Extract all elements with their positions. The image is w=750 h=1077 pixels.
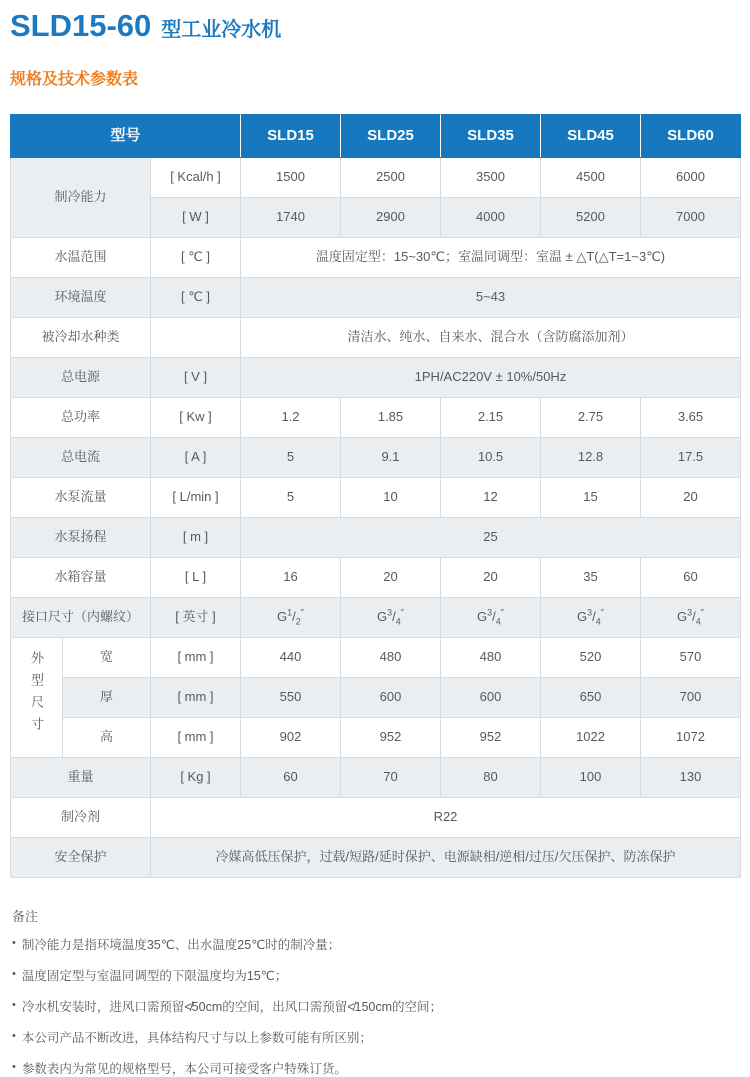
value-cell: 952 <box>441 718 541 758</box>
table-row-cooling-kcal <box>11 158 741 198</box>
value-cell: 2500 <box>341 158 441 198</box>
value-cell: 17.5 <box>641 438 741 478</box>
row-label: 安全保护 <box>11 838 151 878</box>
unit-cell: [ Kcal/h ] <box>151 158 241 198</box>
value-cell: 70 <box>341 758 441 798</box>
note-text: 本公司产品不断改进，具体结构尺寸与以上参数可能有所区别； <box>21 1031 372 1045</box>
product-type-title: 型工业冷水机 <box>161 19 282 41</box>
bullet-icon: • <box>12 1061 16 1073</box>
row-sublabel: 厚 <box>63 678 151 718</box>
row-label: 总功率 <box>11 398 151 438</box>
table-row-water-temp <box>11 238 741 278</box>
value-cell: 650 <box>541 678 641 718</box>
note-item <box>12 935 740 953</box>
value-cell: 20 <box>341 558 441 598</box>
value-cell: 952 <box>341 718 441 758</box>
note-text: 冷水机安装时，进风口需预留≮50cm的空间，出风口需预留≮150cm的空间； <box>21 1000 443 1014</box>
value-cell-span: R22 <box>151 798 741 838</box>
row-label: 制冷能力 <box>11 158 151 238</box>
table-row-total-power <box>11 398 741 438</box>
value-cell: 7000 <box>641 198 741 238</box>
value-cell: 440 <box>241 638 341 678</box>
table-row-weight <box>11 758 741 798</box>
value-cell: $G^3/_4''$ <box>541 598 641 638</box>
row-label: 重量 <box>11 758 151 798</box>
value-cell: 3.65 <box>641 398 741 438</box>
note-item <box>12 997 740 1015</box>
bullet-icon: • <box>12 1030 16 1042</box>
value-cell: 1072 <box>641 718 741 758</box>
note-text: 参数表内为常见的规格型号，本公司可接受客户特殊订货。 <box>21 1062 347 1076</box>
note-item <box>12 966 740 984</box>
row-label: 水泵扬程 <box>11 518 151 558</box>
note-text: 温度固定型与室温同调型的下限温度均为15℃； <box>21 969 288 983</box>
unit-cell: [ m ] <box>151 518 241 558</box>
value-cell: $G^3/_4''$ <box>341 598 441 638</box>
value-cell: 2.75 <box>541 398 641 438</box>
notes-title: 备注 <box>12 909 39 924</box>
value-cell: $G^3/_4''$ <box>641 598 741 638</box>
header-model-cell: SLD60 <box>641 115 741 158</box>
table-row-water-type <box>11 318 741 358</box>
value-cell: 5 <box>241 438 341 478</box>
value-cell-span: 清洁水、纯水、自来水、混合水（含防腐添加剂） <box>241 318 741 358</box>
value-cell: 16 <box>241 558 341 598</box>
value-cell: 700 <box>641 678 741 718</box>
table-row-dim-height <box>11 718 741 758</box>
row-label: 水泵流量 <box>11 478 151 518</box>
model-range-title: SLD15-60 <box>10 8 152 43</box>
value-cell: 10 <box>341 478 441 518</box>
bullet-icon: • <box>12 937 16 949</box>
unit-cell: [ mm ] <box>151 678 241 718</box>
value-cell: 130 <box>641 758 741 798</box>
value-cell: 570 <box>641 638 741 678</box>
row-label: 水温范围 <box>11 238 151 278</box>
note-item <box>12 1028 740 1046</box>
table-row-power-supply <box>11 358 741 398</box>
bullet-icon: • <box>12 968 16 980</box>
note-item <box>12 1059 740 1077</box>
note-text: 制冷能力是指环境温度35℃、出水温度25℃时的制冷量； <box>21 938 341 952</box>
value-cell: 1.2 <box>241 398 341 438</box>
value-cell: 2900 <box>341 198 441 238</box>
value-cell: 10.5 <box>441 438 541 478</box>
unit-cell: [ L ] <box>151 558 241 598</box>
value-cell: 1.85 <box>341 398 441 438</box>
value-cell: $G^3/_4''$ <box>441 598 541 638</box>
header-corner-cell: 型号 <box>11 115 241 158</box>
value-cell: 12.8 <box>541 438 641 478</box>
value-cell: 550 <box>241 678 341 718</box>
row-sublabel: 宽 <box>63 638 151 678</box>
value-cell: 2.15 <box>441 398 541 438</box>
header-model-cell: SLD15 <box>241 115 341 158</box>
value-cell: 20 <box>641 478 741 518</box>
value-cell: 600 <box>341 678 441 718</box>
value-cell-span: 25 <box>241 518 741 558</box>
row-label: 水箱容量 <box>11 558 151 598</box>
value-cell: 480 <box>341 638 441 678</box>
value-cell: 4000 <box>441 198 541 238</box>
value-cell: 520 <box>541 638 641 678</box>
row-label: 总电流 <box>11 438 151 478</box>
unit-cell: [ A ] <box>151 438 241 478</box>
header-model-cell: SLD35 <box>441 115 541 158</box>
unit-cell: [ mm ] <box>151 718 241 758</box>
dimensions-vertical-label: 外型尺寸 <box>11 638 63 758</box>
value-cell: 35 <box>541 558 641 598</box>
value-cell: 9.1 <box>341 438 441 478</box>
header-model-cell: SLD25 <box>341 115 441 158</box>
unit-cell: [ W ] <box>151 198 241 238</box>
section-subtitle: 规格及技术参数表 <box>10 71 139 88</box>
value-cell: 4500 <box>541 158 641 198</box>
unit-cell: [ 英寸 ] <box>151 598 241 638</box>
table-row-pump-flow <box>11 478 741 518</box>
value-cell-span: 1PH/AC220V ± 10%/50Hz <box>241 358 741 398</box>
unit-cell: [ ℃ ] <box>151 238 241 278</box>
value-cell: 12 <box>441 478 541 518</box>
unit-cell: [ ℃ ] <box>151 278 241 318</box>
value-cell-span: 冷媒高低压保护，过载/短路/延时保护、电源缺相/逆相/过压/欠压保护、防冻保护 <box>151 838 741 878</box>
row-label: 制冷剂 <box>11 798 151 838</box>
table-row-dim-width <box>11 638 741 678</box>
value-cell: 100 <box>541 758 641 798</box>
value-cell-span: 5~43 <box>241 278 741 318</box>
value-cell: $G^1/_2''$ <box>241 598 341 638</box>
value-cell: 1500 <box>241 158 341 198</box>
row-label: 环境温度 <box>11 278 151 318</box>
table-header-row <box>11 115 741 158</box>
value-cell: 6000 <box>641 158 741 198</box>
value-cell: 902 <box>241 718 341 758</box>
unit-cell: [ L/min ] <box>151 478 241 518</box>
value-cell: 60 <box>241 758 341 798</box>
unit-cell: [ Kw ] <box>151 398 241 438</box>
value-cell-span: 温度固定型：15~30℃；室温同调型：室温 ± △T(△T=1~3℃) <box>241 238 741 278</box>
value-cell: 1740 <box>241 198 341 238</box>
value-cell: 60 <box>641 558 741 598</box>
row-label: 总电源 <box>11 358 151 398</box>
row-sublabel: 高 <box>63 718 151 758</box>
table-row-dim-depth <box>11 678 741 718</box>
notes-section <box>10 906 740 1077</box>
value-cell: 480 <box>441 638 541 678</box>
value-cell: 600 <box>441 678 541 718</box>
unit-cell <box>151 318 241 358</box>
table-row-pump-head <box>11 518 741 558</box>
value-cell: 80 <box>441 758 541 798</box>
table-row-ambient-temp <box>11 278 741 318</box>
page-title <box>10 8 740 44</box>
value-cell: 3500 <box>441 158 541 198</box>
value-cell: 5 <box>241 478 341 518</box>
row-label: 被冷却水种类 <box>11 318 151 358</box>
row-label: 接口尺寸（内螺纹） <box>11 598 151 638</box>
value-cell: 1022 <box>541 718 641 758</box>
table-row-total-current <box>11 438 741 478</box>
unit-cell: [ V ] <box>151 358 241 398</box>
header-model-cell: SLD45 <box>541 115 641 158</box>
unit-cell: [ mm ] <box>151 638 241 678</box>
spec-table <box>10 114 741 878</box>
value-cell: 20 <box>441 558 541 598</box>
unit-cell: [ Kg ] <box>151 758 241 798</box>
table-row-tank-capacity <box>11 558 741 598</box>
value-cell: 5200 <box>541 198 641 238</box>
bullet-icon: • <box>12 999 16 1011</box>
value-cell: 15 <box>541 478 641 518</box>
table-row-connector-size <box>11 598 741 638</box>
table-row-safety <box>11 838 741 878</box>
table-row-refrigerant <box>11 798 741 838</box>
